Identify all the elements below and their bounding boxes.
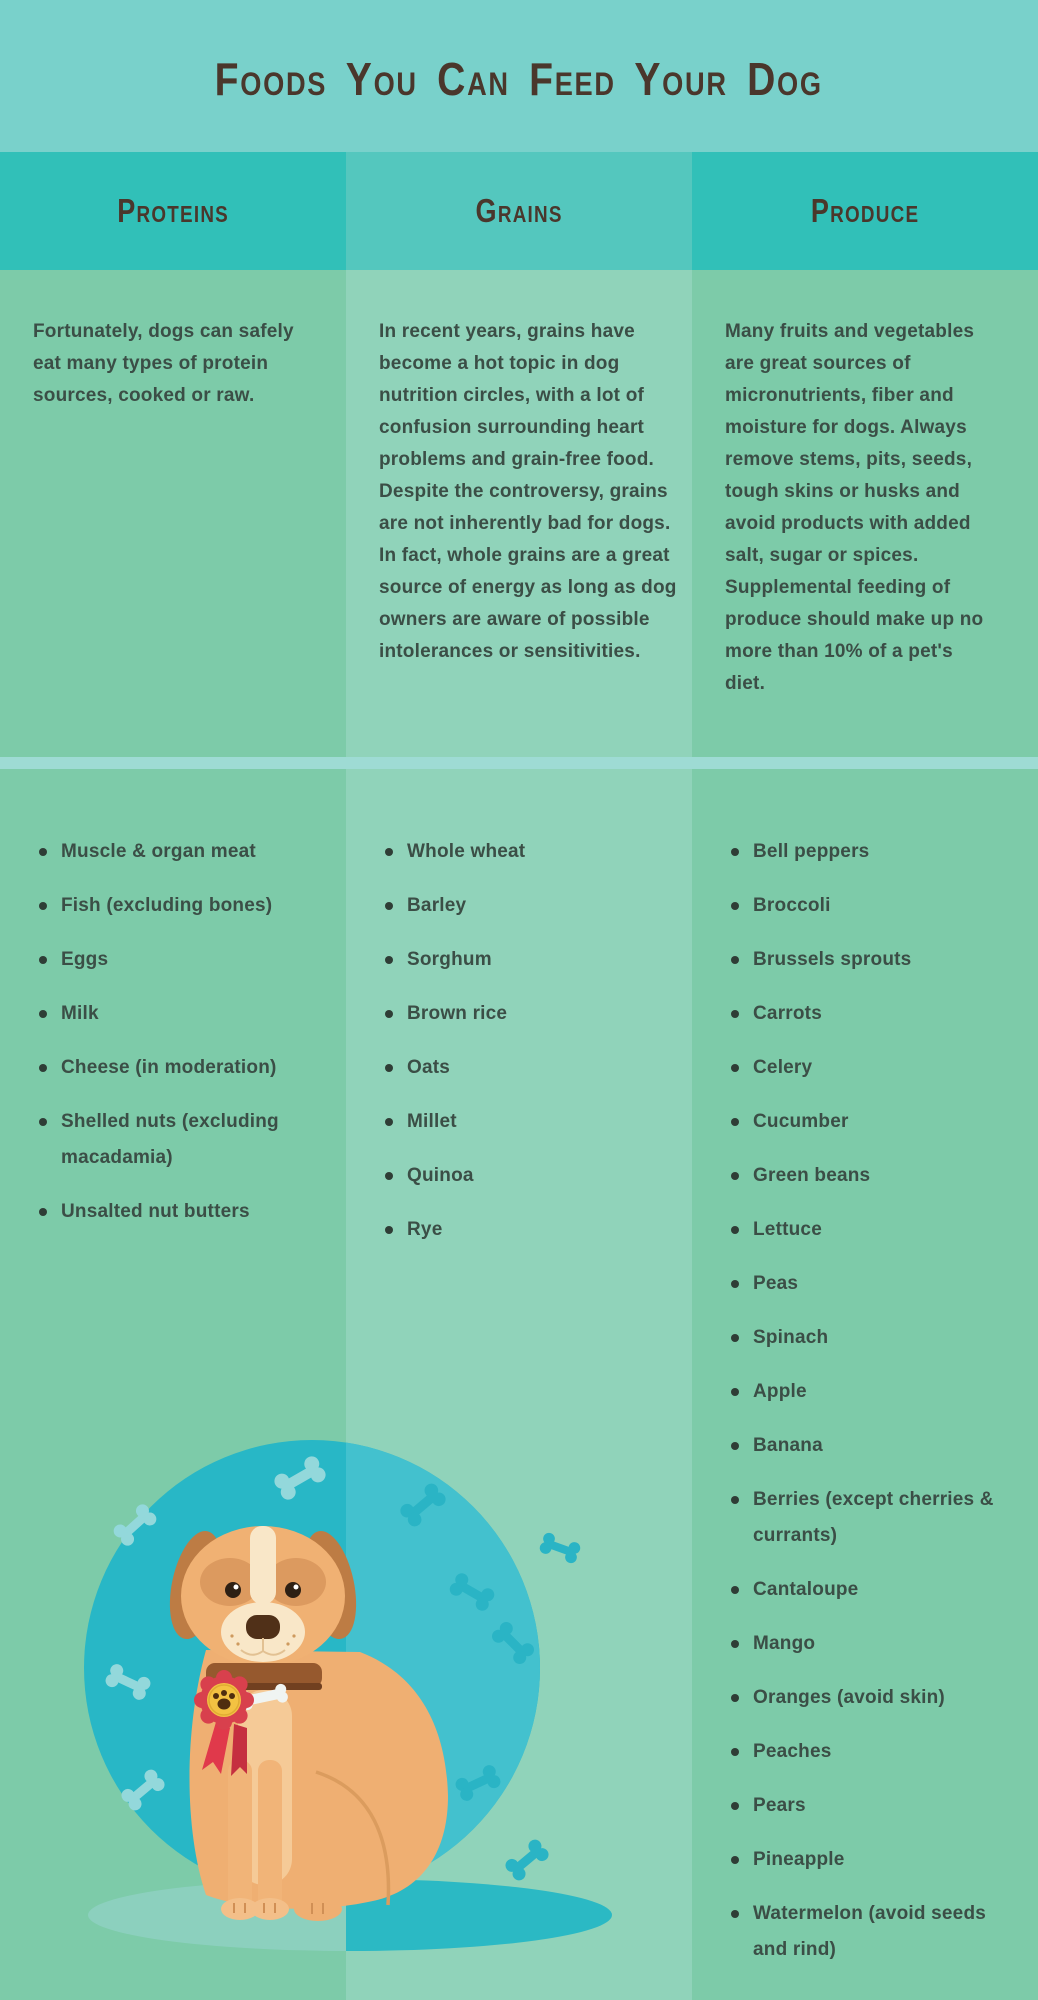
- list-item: Broccoli: [730, 888, 1008, 924]
- list-item: Rye: [384, 1212, 662, 1248]
- list-item: Quinoa: [384, 1158, 662, 1194]
- column-header-produce: [692, 152, 1038, 270]
- list-item: Brussels sprouts: [730, 942, 1008, 978]
- list-item: Carrots: [730, 996, 1008, 1032]
- column-header-grains: [346, 152, 692, 270]
- list-item: Peaches: [730, 1734, 1008, 1770]
- produce-intro-cell: [692, 270, 1038, 757]
- list-item: Cheese (in moderation): [38, 1050, 316, 1086]
- grains-intro-text: In recent years, grains have become a hot topic in dog nutrition circles, with a lot of confusion surrounding heart problems and grain-free food. Despite the controversy, grains are not inherently bad for dogs. In fact, whole grains are a great source of energy as long as dog owners are aware of possible intolerances or sensitivities.: [379, 321, 677, 662]
- list-item: Bell peppers: [730, 834, 1008, 870]
- column-header-proteins: [0, 152, 346, 270]
- list-item: Millet: [384, 1104, 662, 1140]
- list-item: Whole wheat: [384, 834, 662, 870]
- list-item: Muscle & organ meat: [38, 834, 316, 870]
- list-item: Cantaloupe: [730, 1572, 1008, 1608]
- produce-list-cell: [692, 769, 1038, 2000]
- dog-illustration: [0, 1400, 692, 2000]
- list-item: Oranges (avoid skin): [730, 1680, 1008, 1716]
- list-item: Mango: [730, 1626, 1008, 1662]
- list-item: Banana: [730, 1428, 1008, 1464]
- title-band: [0, 0, 1038, 152]
- proteins-header-label: Proteins: [117, 192, 229, 229]
- list-item: Celery: [730, 1050, 1008, 1086]
- grains-list: [346, 769, 692, 1248]
- list-item: Watermelon (avoid seeds and rind): [730, 1896, 1008, 1968]
- list-item: Fish (excluding bones): [38, 888, 316, 924]
- list-item: Pineapple: [730, 1842, 1008, 1878]
- proteins-list: [0, 769, 346, 1230]
- list-item: Pears: [730, 1788, 1008, 1824]
- list-item: Lettuce: [730, 1212, 1008, 1248]
- list-item: Eggs: [38, 942, 316, 978]
- produce-list: [692, 769, 1038, 1968]
- list-item: Cucumber: [730, 1104, 1008, 1140]
- dog-nose: [246, 1615, 280, 1639]
- list-item: Berries (except cherries & currants): [730, 1482, 1008, 1554]
- produce-intro-text: Many fruits and vegetables are great sources of micronutrients, fiber and moisture for dogs. Always remove stems, pits, seeds, tough skins or husks and avoid products with added salt, sugar or spices. Supplemental feeding of produce should make up no more than 10% of a pet's diet.: [725, 321, 984, 694]
- list-item: Apple: [730, 1374, 1008, 1410]
- grains-header-label: Grains: [475, 192, 563, 229]
- page-title: Foods You Can Feed Your Dog: [214, 53, 824, 105]
- list-item: Green beans: [730, 1158, 1008, 1194]
- section-divider: [0, 757, 1038, 769]
- list-item: Brown rice: [384, 996, 662, 1032]
- grains-intro-cell: [346, 270, 692, 757]
- column-headers-row: [0, 152, 1038, 270]
- list-item: Barley: [384, 888, 662, 924]
- list-item: Shelled nuts (excluding macadamia): [38, 1104, 316, 1176]
- list-item: Spinach: [730, 1320, 1008, 1356]
- proteins-intro-cell: [0, 270, 346, 757]
- list-item: Milk: [38, 996, 316, 1032]
- intro-row: [0, 270, 1038, 757]
- list-item: Sorghum: [384, 942, 662, 978]
- proteins-intro-text: Fortunately, dogs can safely eat many types of protein sources, cooked or raw.: [33, 321, 294, 406]
- list-item: Unsalted nut butters: [38, 1194, 316, 1230]
- list-item: Oats: [384, 1050, 662, 1086]
- produce-header-label: Produce: [810, 192, 920, 229]
- list-item: Peas: [730, 1266, 1008, 1302]
